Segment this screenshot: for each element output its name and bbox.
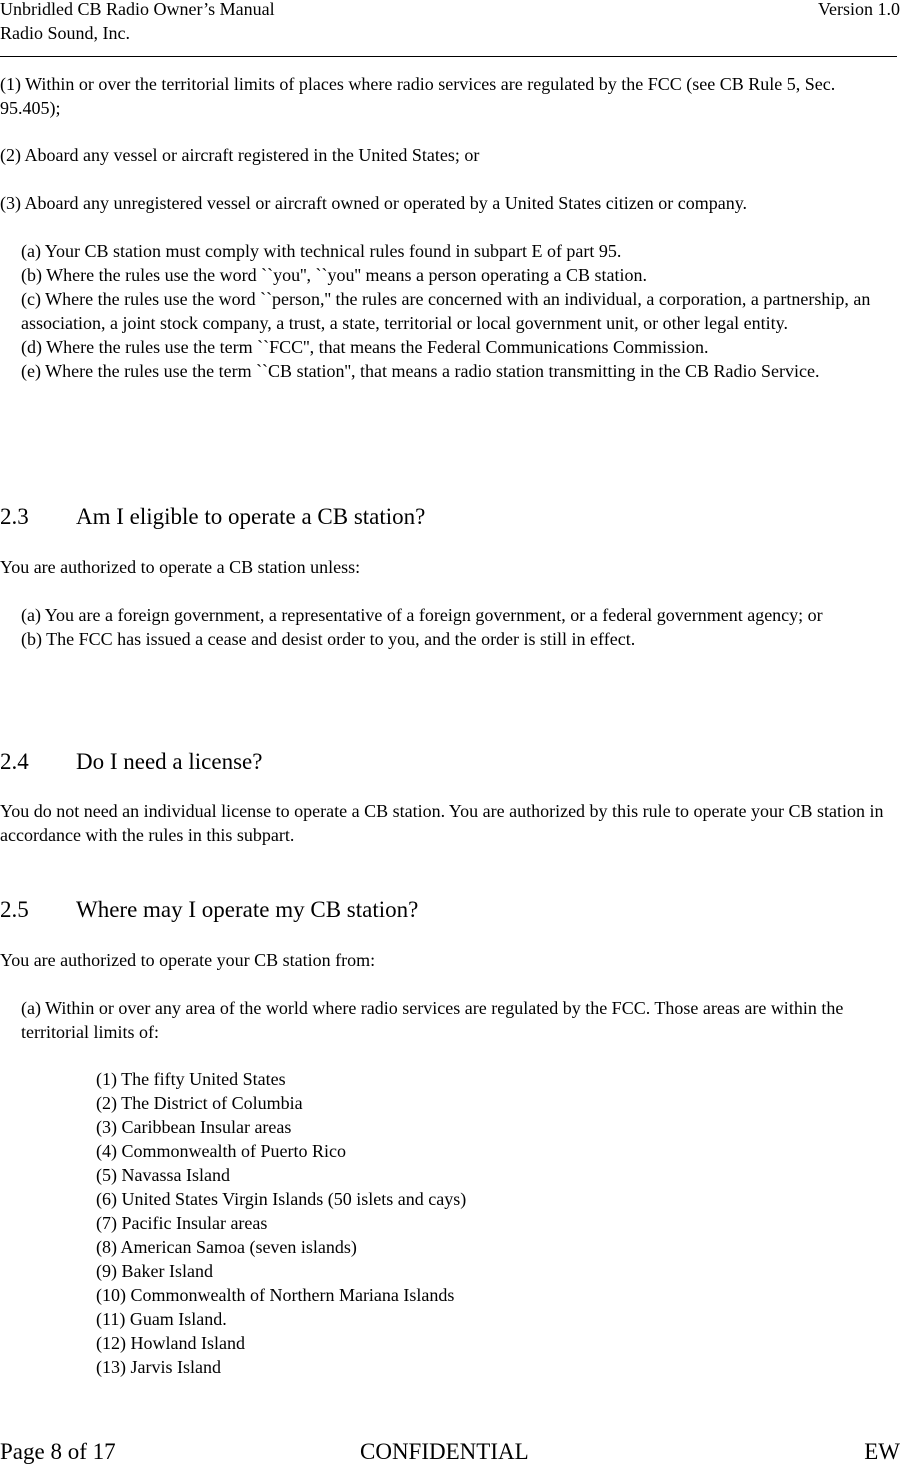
list-item: (10) Commonwealth of Northern Mariana Islands — [96, 1285, 455, 1305]
list-item: (6) United States Virgin Islands (50 islets and cays) — [96, 1189, 467, 1209]
section-2-5-lead: You are authorized to operate your CB station from: — [0, 950, 376, 970]
list-item: (5) Navassa Island — [96, 1165, 230, 1185]
list-item: (11) Guam Island. — [96, 1309, 227, 1329]
list-item: (4) Commonwealth of Puerto Rico — [96, 1141, 346, 1161]
section-2-4-body: You do not need an individual license to operate a CB station. You are authorized by this rule to operate your CB station in accordance with the rules in this subpart. — [0, 801, 884, 845]
list-item: (8) American Samoa (seven islands) — [96, 1237, 357, 1257]
list-item: (13) Jarvis Island — [96, 1357, 221, 1377]
section-title: Where may I operate my CB station? — [76, 897, 419, 922]
section-number: 2.3 — [0, 504, 29, 529]
definition-c: (c) Where the rules use the word ``person,'' the rules are concerned with an individual, a corporation, a partnership, an association, a joint stock company, a trust, a state, territorial or local government unit, or other legal entity. — [21, 289, 871, 333]
definition-e: (e) Where the rules use the term ``CB station'', that means a radio station transmitting in the CB Radio Service. — [21, 361, 820, 381]
list-item: (9) Baker Island — [96, 1261, 213, 1281]
definition-a: (a) Your CB station must comply with technical rules found in subpart E of part 95. — [21, 241, 622, 261]
intro-item-3: (3) Aboard any unregistered vessel or aircraft owned or operated by a United States citizen or company. — [0, 193, 748, 213]
list-item: (1) The fifty United States — [96, 1069, 286, 1089]
eligibility-item-a: (a) You are a foreign government, a representative of a foreign government, or a federal government agency; or — [21, 605, 823, 625]
list-item: (3) Caribbean Insular areas — [96, 1117, 292, 1137]
section-2-3-items — [0, 603, 890, 651]
definitions — [0, 239, 890, 383]
section-2-5-heading — [0, 896, 418, 924]
section-title: Do I need a license? — [76, 749, 263, 774]
section-number: 2.5 — [0, 897, 29, 922]
eligibility-item-b: (b) The FCC has issued a cease and desist order to you, and the order is still in effect. — [21, 629, 636, 649]
list-item: (7) Pacific Insular areas — [96, 1213, 268, 1233]
confidential-label: CONFIDENTIAL — [360, 1439, 529, 1464]
page-number: Page 8 of 17 — [0, 1439, 116, 1464]
territory-list — [96, 1067, 466, 1379]
definition-d: (d) Where the rules use the term ``FCC'', that means the Federal Communications Commission. — [21, 337, 709, 357]
list-item: (2) The District of Columbia — [96, 1093, 303, 1113]
header-divider — [0, 56, 897, 57]
intro-item-1: (1) Within or over the territorial limits of places where radio services are regulated by the FCC (see CB Rule 5, Sec. 95.405); — [0, 74, 836, 118]
section-number: 2.4 — [0, 749, 29, 774]
section-2-5-item-a — [0, 996, 890, 1044]
company-name: Radio Sound, Inc. — [0, 23, 130, 43]
area-item-a: (a) Within or over any area of the world where radio services are regulated by the FCC. Those areas are within the territorial limits of: — [21, 998, 844, 1042]
definition-b: (b) Where the rules use the word ``you'', ``you'' means a person operating a CB station. — [21, 265, 647, 285]
manual-title: Unbridled CB Radio Owner’s Manual — [0, 0, 275, 19]
section-2-3-heading — [0, 503, 425, 531]
list-item: (12) Howland Island — [96, 1333, 245, 1353]
version-label: Version 1.0 — [818, 0, 900, 19]
section-2-3-lead: You are authorized to operate a CB station unless: — [0, 557, 361, 577]
section-title: Am I eligible to operate a CB station? — [76, 504, 426, 529]
author-initials: EW — [864, 1439, 900, 1464]
intro-item-2: (2) Aboard any vessel or aircraft registered in the United States; or — [0, 145, 480, 165]
section-2-4-heading — [0, 748, 262, 776]
